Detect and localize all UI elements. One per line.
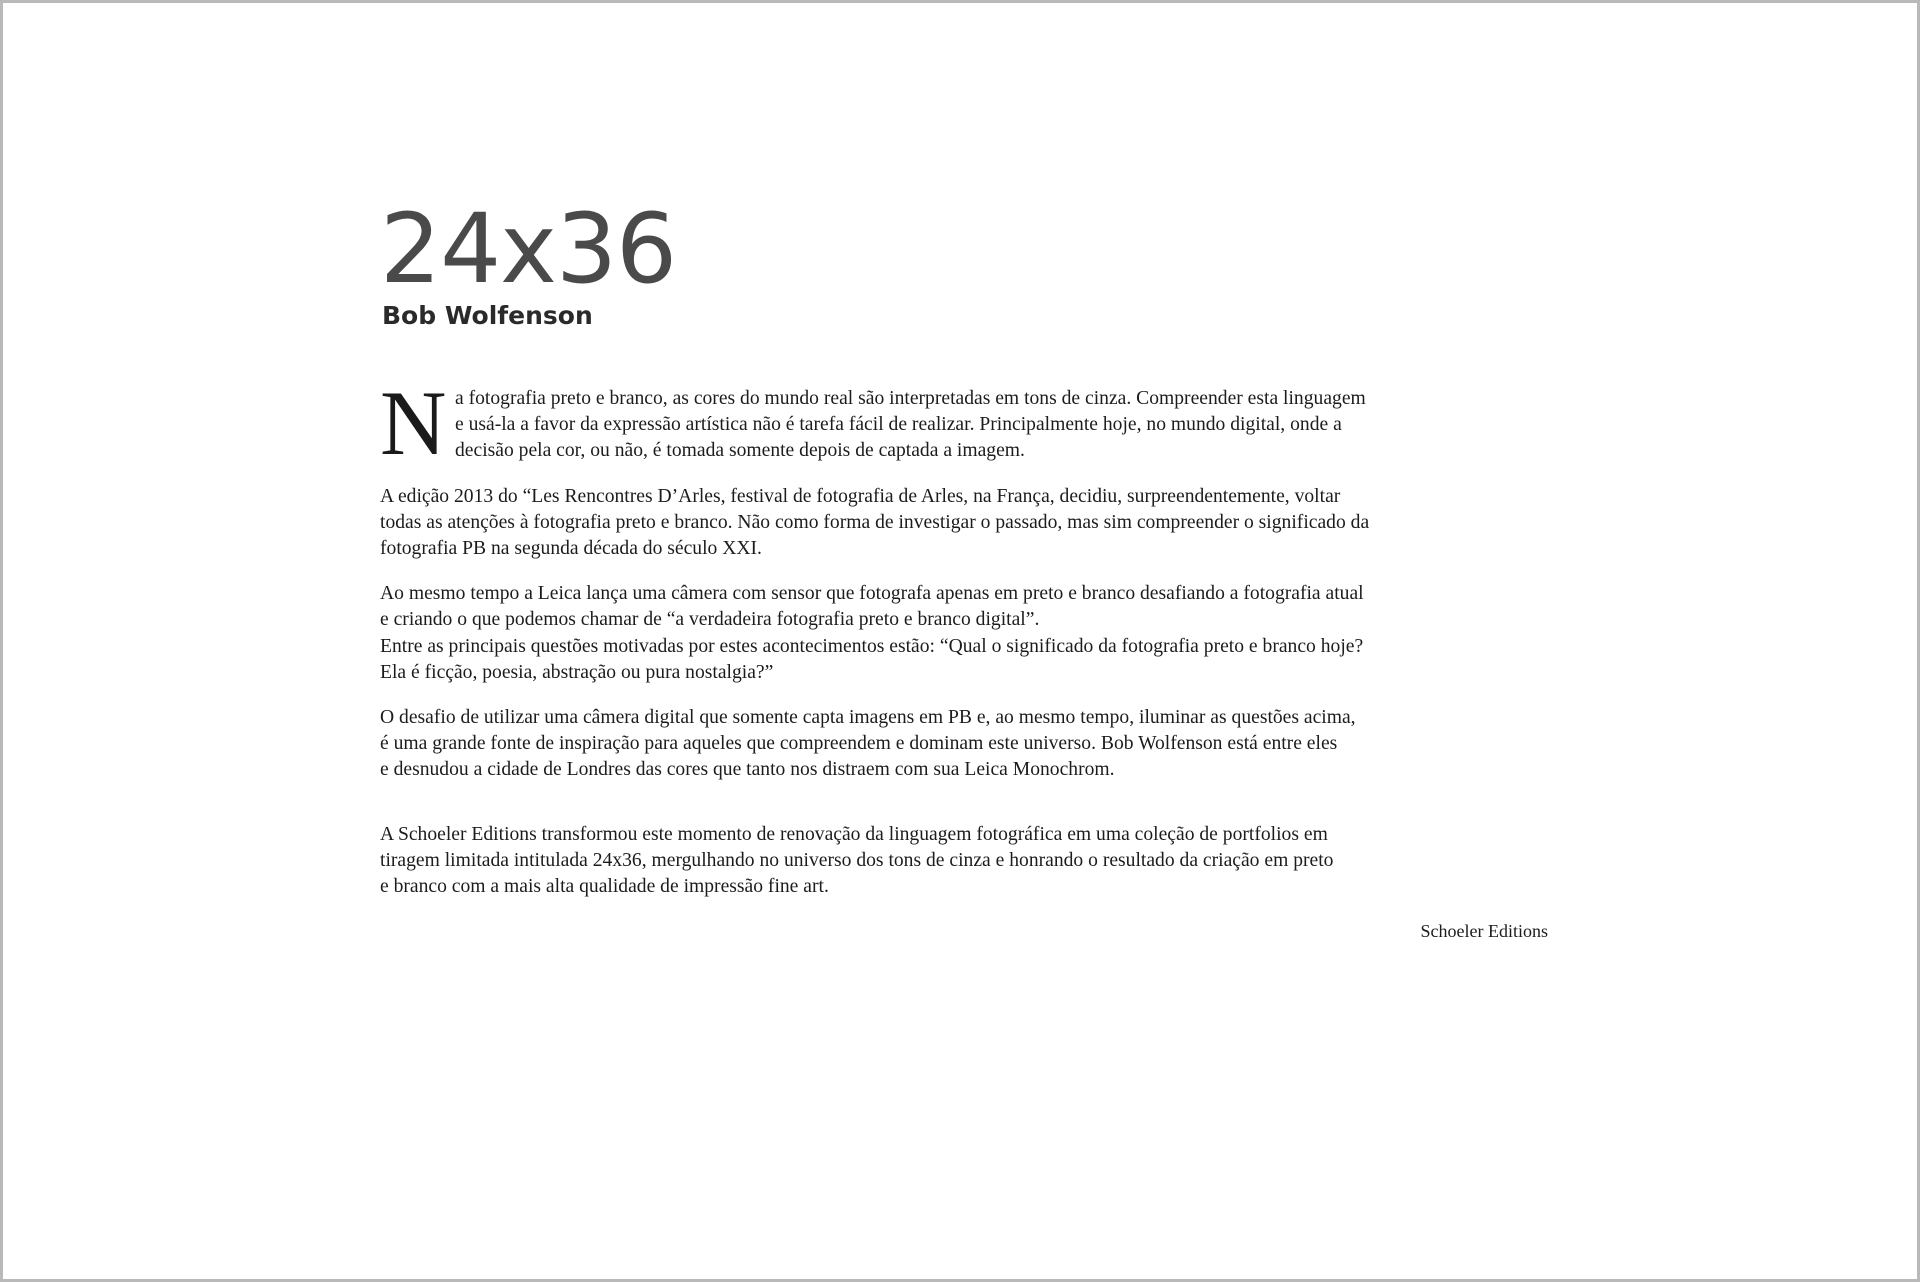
- text-line: e usá-la a favor da expressão artística não é tarefa fácil de realizar. Principalmente hoje, no mundo digital, onde a: [455, 414, 1342, 436]
- text-line: é uma grande fonte de inspiração para aqueles que compreendem e dominam este universo. Bob Wolfenson está entre eles: [380, 733, 1338, 755]
- text-line: decisão pela cor, ou não, é tomada somente depois de captada a imagem.: [455, 440, 1025, 462]
- text-line: Ela é ficção, poesia, abstração ou pura nostalgia?”: [380, 661, 774, 683]
- text-line: fotografia PB na segunda década do século XXI.: [380, 538, 762, 560]
- author-name: Bob Wolfenson: [382, 301, 593, 330]
- signature: Schoeler Editions: [1420, 921, 1548, 942]
- paragraph-2: [380, 484, 1548, 563]
- document-title: 24x36: [380, 193, 677, 305]
- paragraph-3: [380, 581, 1548, 686]
- text-line: Entre as principais questões motivadas por estes acontecimentos estão: “Qual o significado da fotografia preto e branco hoje?: [380, 635, 1364, 657]
- text-line: e criando o que podemos chamar de “a verdadeira fotografia preto e branco digital”.: [380, 609, 1040, 631]
- document-content: [380, 193, 1548, 943]
- text-line: O desafio de utilizar uma câmera digital que somente capta imagens em PB e, ao mesmo tempo, iluminar as questões acima,: [380, 707, 1356, 729]
- text-line: Ao mesmo tempo a Leica lança uma câmera com sensor que fotografa apenas em preto e branco desafiando a fotografia atual: [380, 583, 1364, 605]
- text-line: todas as atenções à fotografia preto e branco. Não como forma de investigar o passado, mas sim compreender o significado da: [380, 511, 1370, 533]
- text-line: a fotografia preto e branco, as cores do mundo real são interpretadas em tons de cinza. Compreender esta linguagem: [455, 388, 1366, 409]
- text-line: A edição 2013 do “Les Rencontres D’Arles, festival de fotografia de Arles, na França, decidiu, surpreendentemente, voltar: [380, 485, 1341, 507]
- paragraph-5: [380, 822, 1548, 901]
- drop-cap: N: [380, 372, 447, 474]
- text-line: A Schoeler Editions transformou este momento de renovação da linguagem fotográfica em uma coleção de portfolios em: [380, 823, 1328, 845]
- text-line: e desnudou a cidade de Londres das cores que tanto nos distraem com sua Leica Monochrom.: [380, 759, 1115, 781]
- paragraph-1: [380, 372, 1548, 474]
- text-line: e branco com a mais alta qualidade de impressão fine art.: [380, 876, 829, 898]
- text-line: tiragem limitada intitulada 24x36, mergulhando no universo dos tons de cinza e honrando o resultado da criação em preto: [380, 849, 1334, 871]
- paragraph-4: [380, 705, 1548, 784]
- body-text: [380, 372, 1548, 943]
